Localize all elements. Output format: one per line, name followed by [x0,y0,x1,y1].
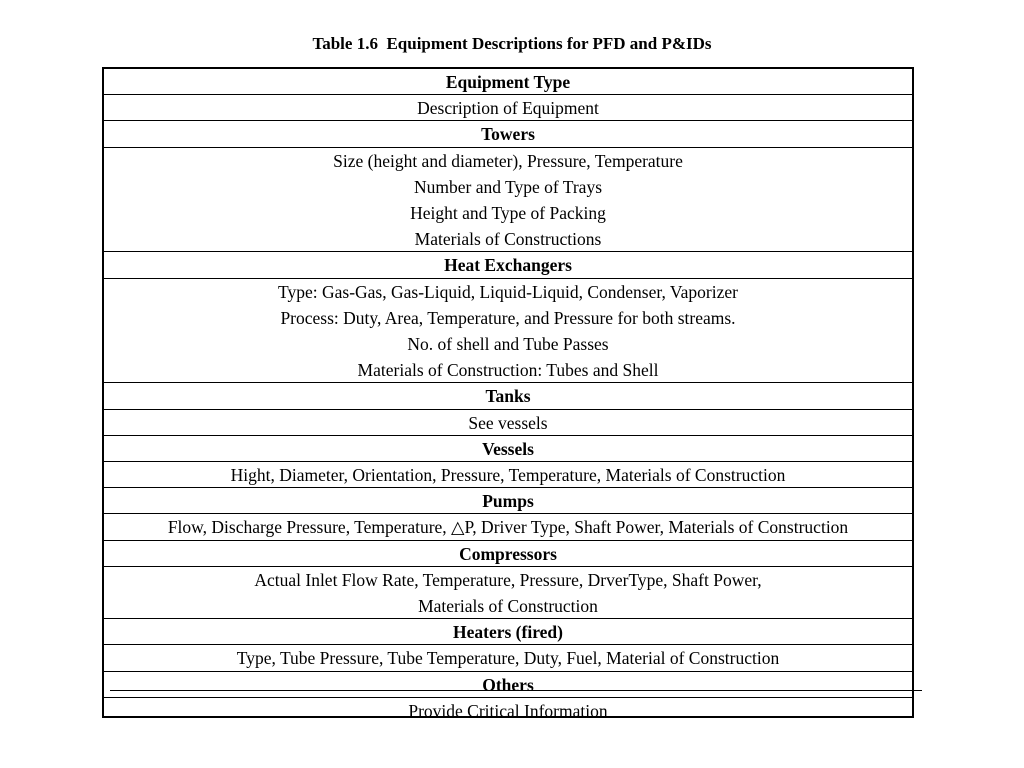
description-line: Materials of Constructions [414,229,602,250]
description-line: Number and Type of Trays [413,176,603,197]
description-line: Hight, Diameter, Orientation, Pressure, Temperature, Materials of Construction [230,465,786,485]
description-line: Type, Tube Pressure, Tube Temperature, Duty, Fuel, Material of Construction [236,648,780,669]
table-caption: Table 1.6 Equipment Descriptions for PFD and P&IDs [312,34,712,53]
description-line: Type: Gas-Gas, Gas-Liquid, Liquid-Liquid, Condenser, Vaporizer [278,281,738,302]
section-heading-equipment-type: Equipment Type [445,72,571,92]
section-heading-pumps: Pumps [482,491,534,512]
section-heading-heaters-fired: Heaters (fired) [453,622,563,643]
description-line: Materials of Construction: Tubes and Shell [357,360,659,381]
section-heading-others: Others [482,674,534,695]
description-line: No. of shell and Tube Passes [407,334,609,354]
description-line: Actual Inlet Flow Rate, Temperature, Pressure, DrverType, Shaft Power, [254,569,762,590]
section-heading-heat-exchangers: Heat Exchangers [444,255,572,276]
stray-rule-line [110,690,922,691]
description-line: Size (height and diameter), Pressure, Temperature [333,150,683,171]
description-line: Provide Critical Information [408,700,608,721]
equipment-table [102,67,914,721]
description-line: Materials of Construction [418,596,598,616]
section-heading-compressors: Compressors [459,543,557,564]
description-line: Process: Duty, Area, Temperature, and Pressure for both streams. [280,307,736,328]
section-heading-tanks: Tanks [485,386,531,407]
section-heading-vessels: Vessels [482,438,534,459]
description-line: See vessels [468,412,548,433]
description-line: Flow, Discharge Pressure, Temperature, △P, Driver Type, Shaft Power, Materials of Construction [167,517,849,538]
section-heading-towers: Towers [481,124,535,145]
description-line: Height and Type of Packing [410,203,606,223]
description-line: Description of Equipment [417,98,599,119]
